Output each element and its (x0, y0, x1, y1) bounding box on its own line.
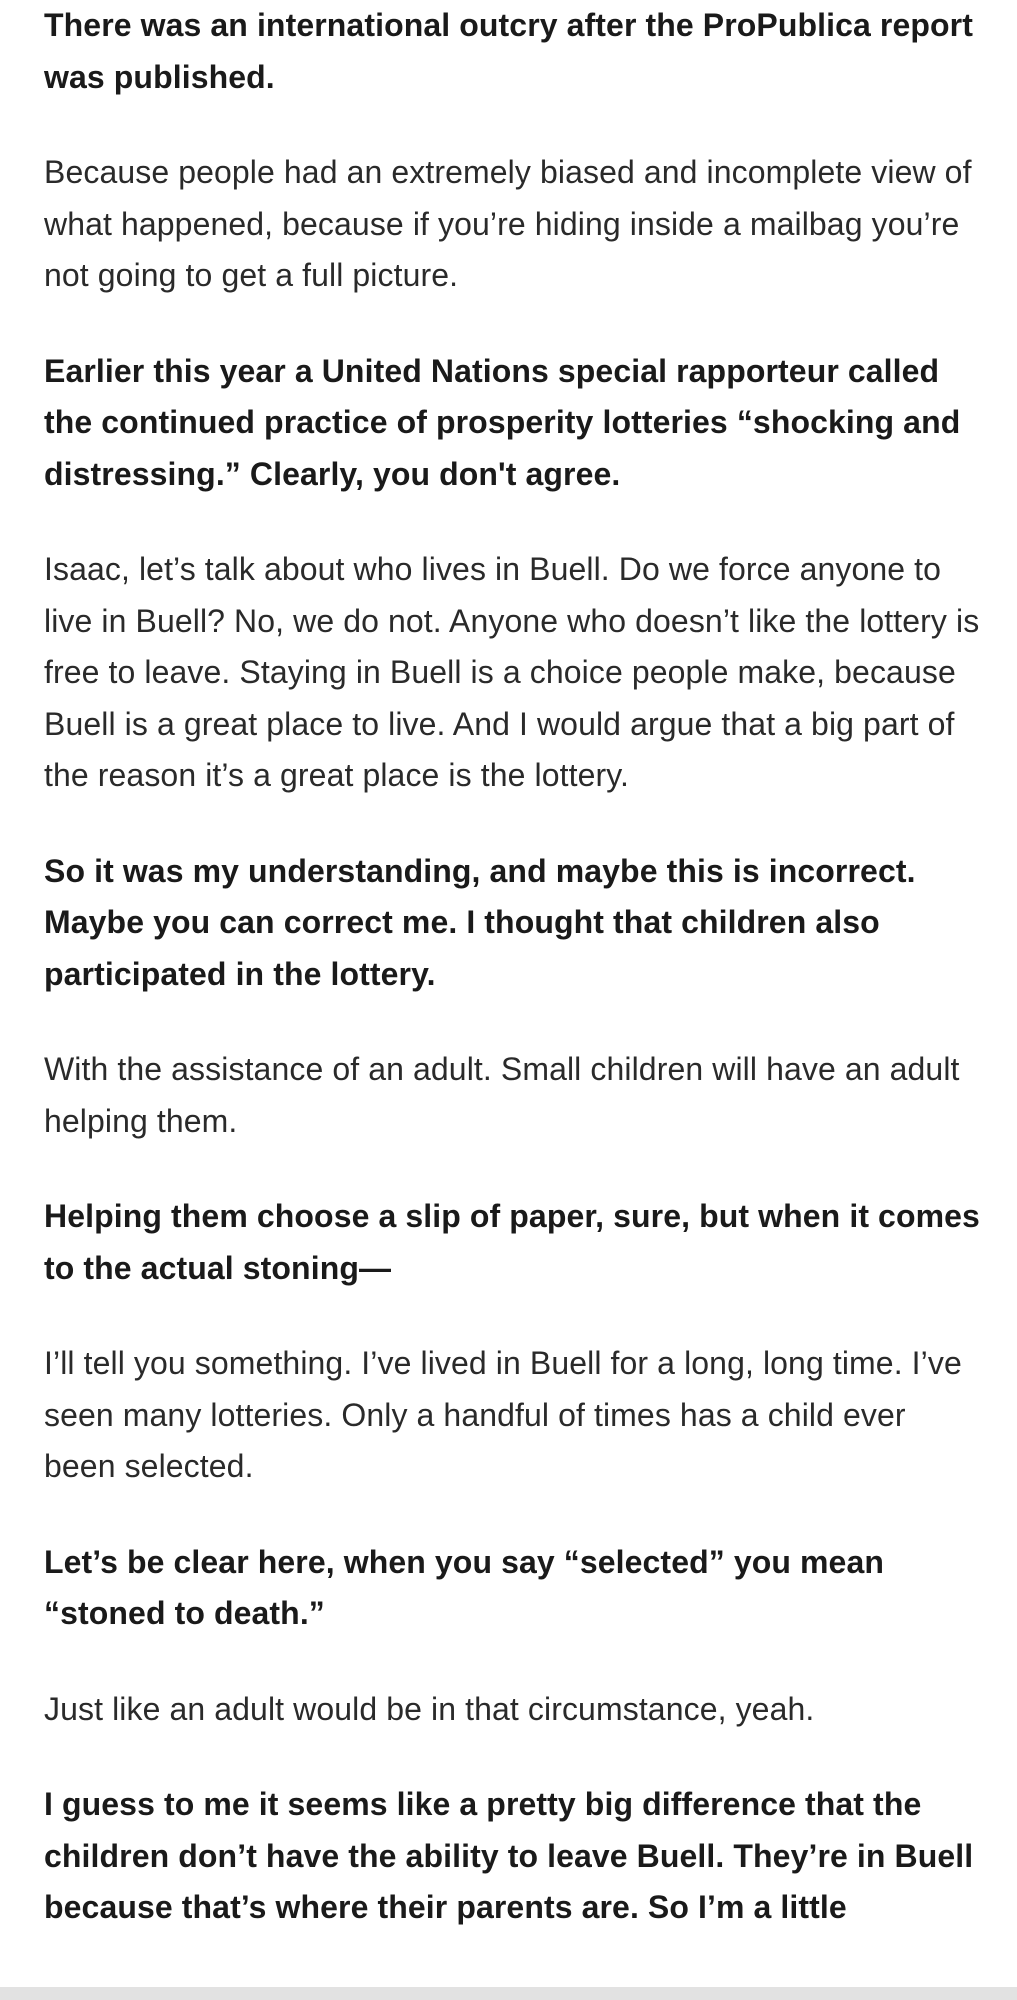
interviewer-question: Let’s be clear here, when you say “selected” you mean “stoned to death.” (44, 1543, 885, 1631)
bottom-scroll-bar (0, 1987, 1017, 2000)
interviewee-answer: With the assistance of an adult. Small children will have an adult helping them. (44, 1051, 960, 1139)
interviewer-question: There was an international outcry after the ProPublica report was published. (44, 7, 973, 95)
interviewer-question: I guess to me it seems like a pretty big difference that the children don’t have the ability to leave Buell. They’re in Buell because that’s where their parents are. So I’m a little (44, 1786, 974, 1925)
interviewee-answer: Isaac, let’s talk about who lives in Buell. Do we force anyone to live in Buell? No, we do not. Anyone who doesn’t like the lottery is free to leave. Staying in Buell is a choice people make, because Buell is a great place to live. And I would argue that a big part of the reason it’s a great place is the lottery. (44, 551, 980, 793)
interviewer-question: Earlier this year a United Nations special rapporteur called the continued practice of prosperity lotteries “shocking and distressing.” Clearly, you don't agree. (44, 352, 961, 492)
interviewer-question: Helping them choose a slip of paper, sure, but when it comes to the actual stoning— (44, 1198, 980, 1286)
interviewer-question: So it was my understanding, and maybe this is incorrect. Maybe you can correct me. I thought that children also participated in the lottery. (44, 852, 916, 992)
interview-article (44, 0, 984, 1934)
interviewee-answer: Because people had an extremely biased and incomplete view of what happened, because if you’re hiding inside a mailbag you’re not going to get a full picture. (44, 154, 972, 293)
interviewee-answer: Just like an adult would be in that circumstance, yeah. (44, 1690, 815, 1727)
interviewee-answer: I’ll tell you something. I’ve lived in Buell for a long, long time. I’ve seen many lotteries. Only a handful of times has a child ever been selected. (44, 1345, 962, 1484)
